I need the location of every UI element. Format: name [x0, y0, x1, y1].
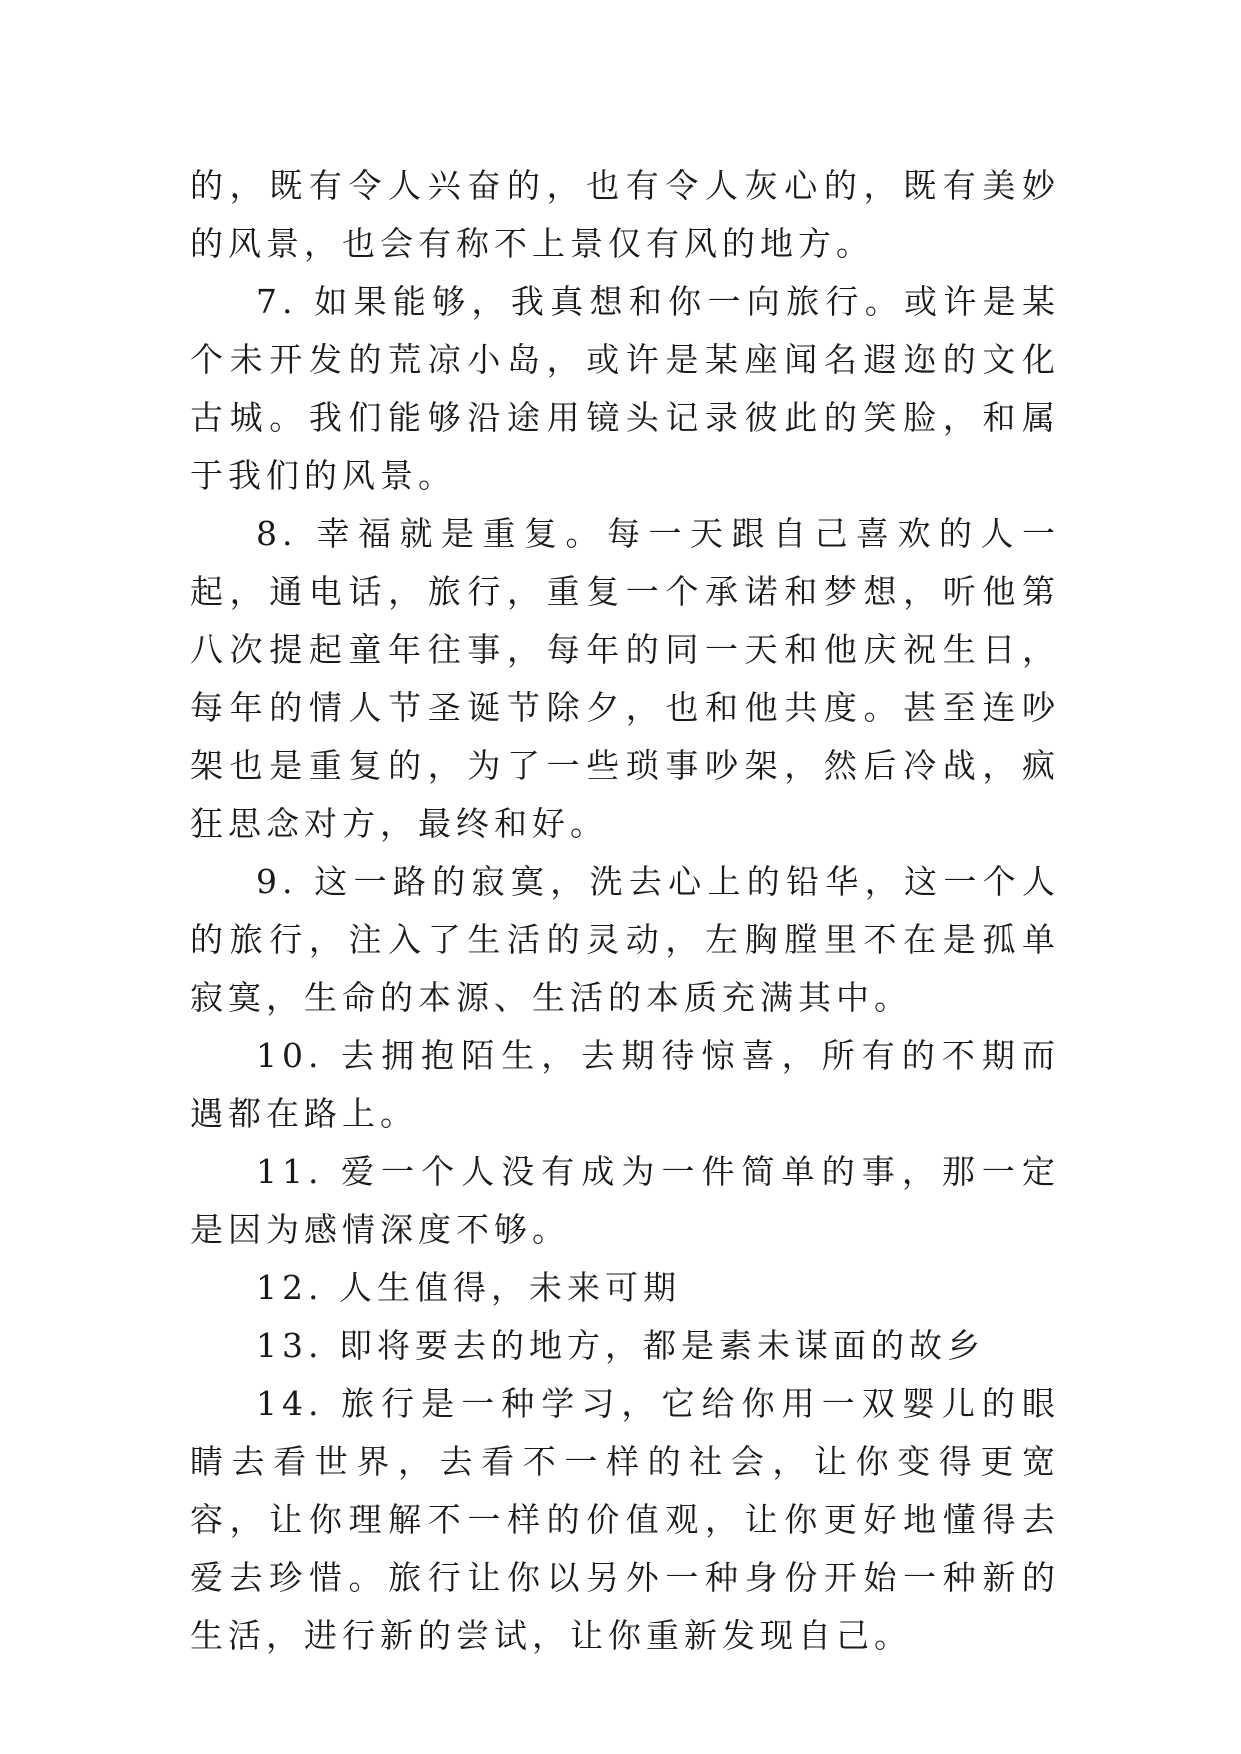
paragraph-item-11: 11. 爱一个人没有成为一件简单的事，那一定是因为感情深度不够。 — [190, 1152, 1060, 1249]
paragraph-item-14: 14. 旅行是一种学习，它给你用一双婴儿的眼睛去看世界，去看不一样的社会，让你变得更宽容，让你理解不一样的价值观，让你更好地懂得去爱去珍惜。旅行让你以另外一种身份开始一种新的生活，进行新的尝试，让你重新发现自己。 — [190, 1384, 1060, 1655]
paragraph-item-10: 10. 去拥抱陌生，去期待惊喜，所有的不期而遇都在路上。 — [190, 1036, 1060, 1133]
paragraph-item-9: 9. 这一路的寂寞，洗去心上的铅华，这一个人的旅行，注入了生活的灵动，左胸膛里不在是孤单寂寞，生命的本源、生活的本质充满其中。 — [190, 862, 1060, 1017]
document-body — [190, 157, 1060, 1665]
paragraph-item-7: 7. 如果能够，我真想和你一向旅行。或许是某个未开发的荒凉小岛，或许是某座闻名遐迩的文化古城。我们能够沿途用镜头记录彼此的笑脸，和属于我们的风景。 — [190, 282, 1060, 495]
paragraph-item-13: 13. 即将要去的地方，都是素未谋面的故乡 — [256, 1326, 985, 1365]
paragraph-item-12: 12. 人生值得，未来可期 — [256, 1268, 681, 1307]
paragraph-item-8: 8. 幸福就是重复。每一天跟自己喜欢的人一起，通电话，旅行，重复一个承诺和梦想，听他第八次提起童年往事，每年的同一天和他庆祝生日，每年的情人节圣诞节除夕，也和他共度。甚至连吵架也是重复的，为了一些琐事吵架，然后冷战，疯狂思念对方，最终和好。 — [190, 514, 1060, 843]
paragraph-continuation: 的，既有令人兴奋的，也有令人灰心的，既有美妙的风景，也会有称不上景仅有风的地方。 — [190, 166, 1060, 263]
